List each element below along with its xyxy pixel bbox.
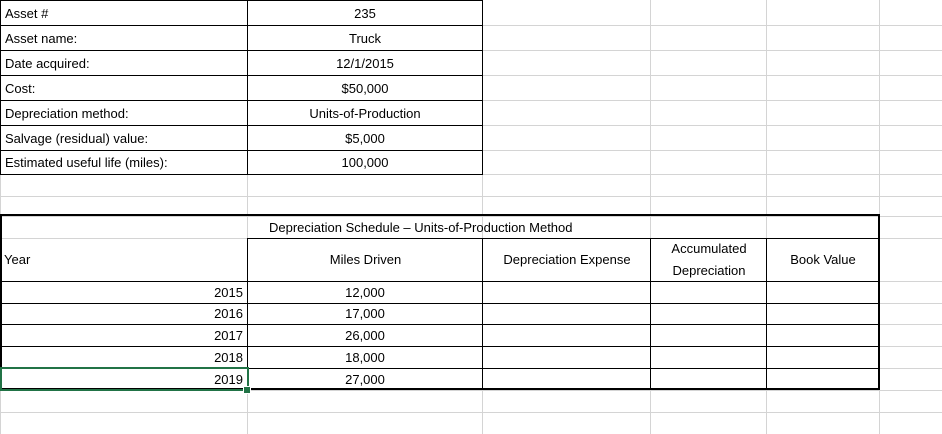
- fill-handle[interactable]: [243, 386, 251, 394]
- row-2019-expense[interactable]: [482, 368, 651, 390]
- date-acquired-value[interactable]: 12/1/2015: [247, 50, 483, 76]
- row-2019-book-value[interactable]: [766, 368, 879, 390]
- row-2017-year[interactable]: 2017: [0, 324, 248, 347]
- row-2018-book-value[interactable]: [766, 346, 879, 369]
- row-2015-book-value[interactable]: [766, 281, 879, 304]
- row-2019-miles[interactable]: 27,000: [345, 371, 385, 387]
- row-2015-expense[interactable]: [482, 281, 651, 304]
- useful-life-value[interactable]: 100,000: [247, 150, 483, 175]
- schedule-title-text: Depreciation Schedule – Units-of-Production Method: [269, 219, 573, 235]
- row-2015-year[interactable]: 2015: [0, 281, 248, 304]
- row-2019-year[interactable]: 2019: [0, 368, 248, 390]
- header-accumulated-line1: Accumulated: [671, 240, 747, 256]
- row-2016-year[interactable]: 2016: [0, 303, 248, 325]
- cost-value[interactable]: $50,000: [247, 75, 483, 101]
- row-2016-book-value[interactable]: [766, 303, 879, 325]
- depreciation-method-label[interactable]: Depreciation method:: [0, 100, 248, 126]
- row-2016-miles[interactable]: 17,000: [247, 303, 483, 325]
- row-2017-book-value[interactable]: [766, 324, 879, 347]
- depreciation-method-value[interactable]: Units-of-Production: [247, 100, 483, 126]
- row-2016-expense[interactable]: [482, 303, 651, 325]
- row-2019-accumulated[interactable]: [650, 368, 767, 390]
- header-accumulated-line2: Depreciation: [672, 262, 746, 278]
- row-2018-expense[interactable]: [482, 346, 651, 369]
- salvage-value-label[interactable]: Salvage (residual) value:: [0, 125, 248, 151]
- row-2015-miles[interactable]: 12,000: [247, 281, 483, 304]
- header-year[interactable]: Year: [0, 238, 248, 282]
- row-2016-accumulated[interactable]: [650, 303, 767, 325]
- asset-number-label[interactable]: Asset #: [0, 0, 248, 26]
- row-2018-miles[interactable]: 18,000: [247, 346, 483, 369]
- salvage-value-value[interactable]: $5,000: [247, 125, 483, 151]
- row-2017-expense[interactable]: [482, 324, 651, 347]
- asset-name-label[interactable]: Asset name:: [0, 25, 248, 51]
- asset-name-value[interactable]: Truck: [247, 25, 483, 51]
- header-accumulated-depreciation[interactable]: [650, 238, 767, 282]
- useful-life-label[interactable]: Estimated useful life (miles):: [0, 150, 248, 175]
- row-2018-year[interactable]: 2018: [0, 346, 248, 369]
- active-cell-selection[interactable]: [0, 367, 249, 391]
- header-miles-driven[interactable]: Miles Driven: [247, 238, 483, 282]
- row-2017-miles[interactable]: 26,000: [247, 324, 483, 347]
- row-2015-accumulated[interactable]: [650, 281, 767, 304]
- schedule-title[interactable]: [247, 216, 573, 239]
- row-2018-accumulated[interactable]: [650, 346, 767, 369]
- asset-number-value[interactable]: 235: [247, 0, 483, 26]
- row-2017-accumulated[interactable]: [650, 324, 767, 347]
- header-depreciation-expense[interactable]: Depreciation Expense: [482, 238, 651, 282]
- header-book-value[interactable]: Book Value: [766, 238, 879, 282]
- cost-label[interactable]: Cost:: [0, 75, 248, 101]
- date-acquired-label[interactable]: Date acquired:: [0, 50, 248, 76]
